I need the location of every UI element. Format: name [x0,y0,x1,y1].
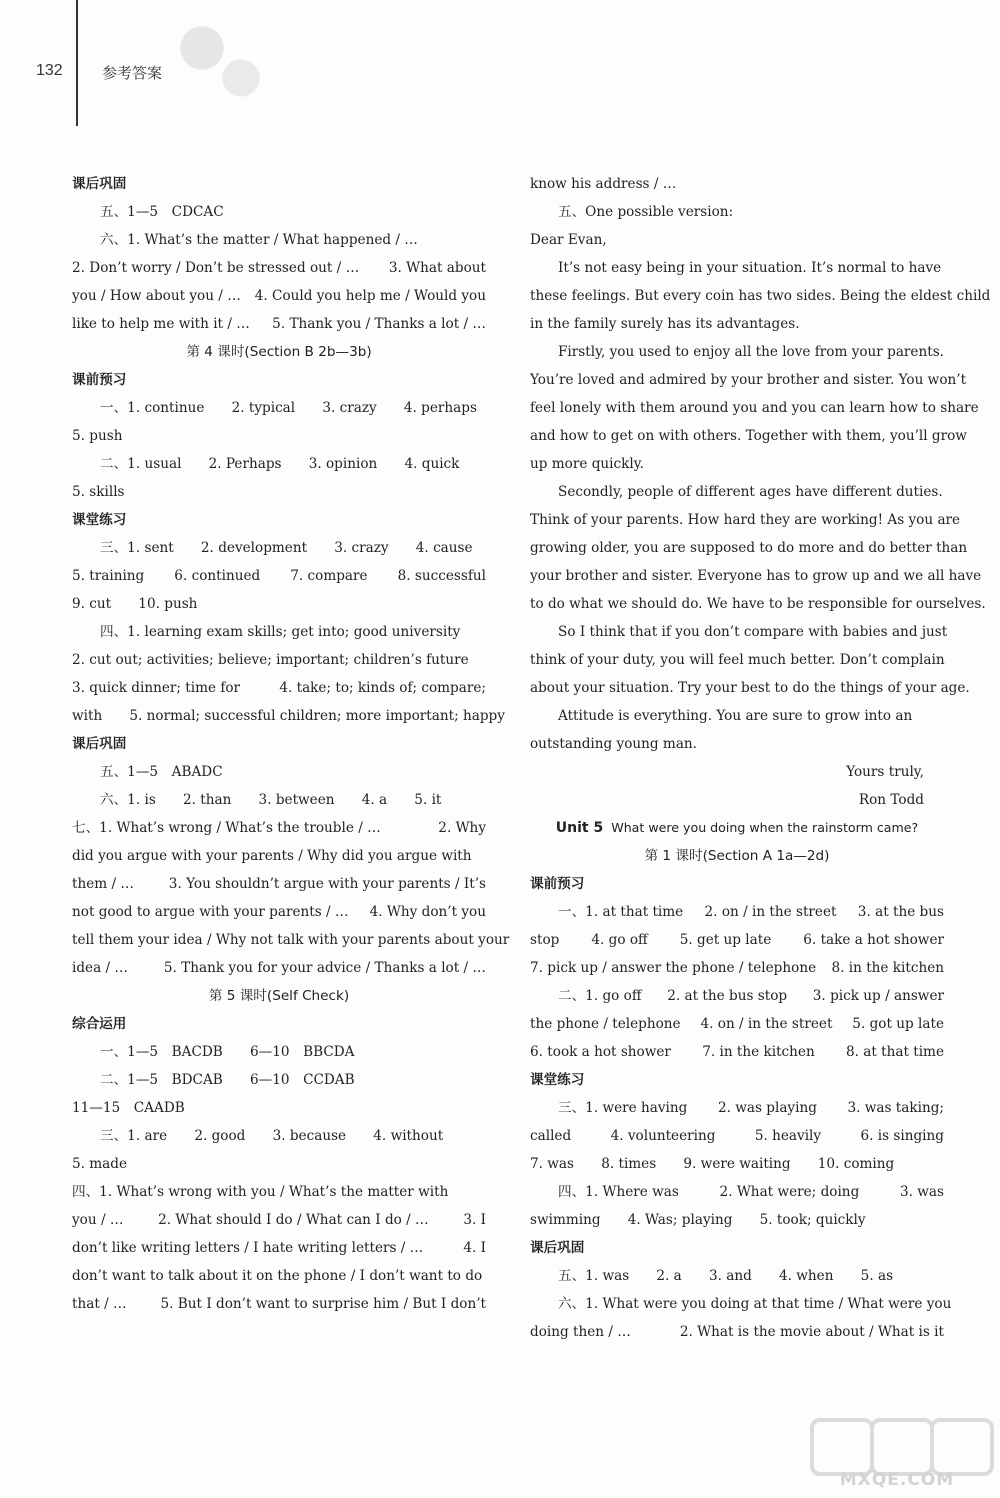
answer-segment: 4. on / in the street [700,1016,833,1032]
answer-segment: 3. I [463,1212,486,1228]
answer-segment: 2. at the bus stop [667,988,788,1004]
answer-line: with 5. normal; successful children; more important; happy [72,708,505,724]
answer-segment: 3. was [899,1184,944,1200]
answer-segment: 四、1. Where was [558,1184,679,1200]
section-heading: 综合运用 [72,1016,127,1032]
answer-segment: think of your duty, you will feel much better. Don’t complain [530,652,945,668]
answer-line [530,590,986,618]
answer-line: 2. cut out; activities; believe; important; children’s future [72,652,469,668]
section-heading: 课前预习 [72,372,127,388]
answer-line [72,1262,486,1290]
answer-line: swimming 4. Was; playing 5. took; quickly [530,1212,866,1228]
answer-segment: 8. in the kitchen [831,960,944,976]
answer-segment: 7. pick up / answer the phone / telephone [530,960,817,976]
answer-segment: 6. took a hot shower [530,1044,671,1060]
answer-segment: you / How about you / … [72,288,241,304]
answer-segment: 5. training [72,568,145,584]
answer-segment: 4. I [463,1240,486,1256]
answer-line: 一、1—5 BACDB 6—10 BBCDA [100,1044,355,1060]
answer-segment: and how to get on with others. Together with them, you’ll grow [530,428,967,444]
unit-title: What were you doing when the rainstorm came? [611,820,919,835]
answer-segment: 7. in the kitchen [702,1044,815,1060]
signature-line: Yours truly, [846,764,924,780]
answer-segment: about your situation. Try your best to do the things of your age. [530,680,970,696]
answer-segment: 3. at the bus [857,904,944,920]
answer-line: 5. skills [72,484,125,500]
answer-segment: the phone / telephone [530,1016,681,1032]
answer-line [530,254,944,282]
unit-heading [530,814,944,842]
answer-line: 三、1. sent 2. development 3. crazy 4. cause [100,540,473,556]
answer-line: Dear Evan, [530,232,607,248]
answer-line: 二、1. usual 2. Perhaps 3. opinion 4. quick [100,456,460,472]
answer-line [530,282,991,310]
lesson-heading: 第 1 课时(Section A 1a—2d) [644,848,830,864]
answer-line [530,1038,944,1066]
signature-line: Ron Todd [858,792,924,808]
answer-segment: don’t want to talk about it on the phone / I don’t want to do [72,1268,483,1284]
answer-line [72,310,486,338]
answer-line: in the family surely has its advantages. [530,316,800,332]
answer-line: 五、One possible version: [558,204,734,220]
answer-line [530,562,982,590]
unit-label: Unit 5 [555,820,604,836]
answer-line: 一、1. continue 2. typical 3. crazy 4. perhaps [100,400,477,416]
answer-segment: your brother and sister. Everyone has to grow up and we all have [530,568,982,584]
answer-segment: don’t like writing letters / I hate writing letters / … [72,1240,424,1256]
answer-segment: 5. get up late [679,932,772,948]
answer-segment: 6. is singing [860,1128,944,1144]
answer-line [530,534,968,562]
answer-segment: 6. take a hot shower [803,932,944,948]
answer-segment: Attitude is everything. You are sure to grow into an [558,708,913,724]
answer-line [72,842,486,870]
answer-line: 三、1. are 2. good 3. because 4. without [100,1128,444,1144]
answer-line [72,1206,486,1234]
section-heading: 课后巩固 [72,736,127,752]
answer-segment: 4. volunteering [610,1128,716,1144]
answer-line [530,1318,944,1346]
right-column [530,170,991,1346]
answer-segment: 5. got up late [852,1016,944,1032]
answer-segment: to do what we should do. We have to be responsible for ourselves. [530,596,986,612]
answer-line [530,506,961,534]
answer-segment: 8. at that time [845,1044,944,1060]
answer-line: 5. push [72,428,123,444]
answer-line [72,814,486,842]
answer-line [72,1234,486,1262]
answer-segment: 3. was taking; [847,1100,944,1116]
answer-segment: 六、1. What were you doing at that time / What were you [558,1296,952,1312]
header-decoration [150,0,280,120]
answer-line [530,478,944,506]
answer-line [530,338,944,366]
answer-segment: doing then / … [530,1324,631,1340]
section-heading: 课前预习 [530,876,585,892]
answer-segment: 3. quick dinner; time for [72,680,241,696]
answer-line [72,926,510,954]
answer-line [530,646,944,674]
answer-segment: growing older, you are supposed to do more and do better than [530,540,968,556]
section-heading: 课后巩固 [530,1240,585,1256]
answer-segment: It’s not easy being in your situation. It’s normal to have [558,260,942,276]
answer-line [72,870,486,898]
answer-segment: called [530,1128,572,1144]
answer-line: 五、1. was 2. a 3. and 4. when 5. as [558,1268,894,1284]
answer-line [530,1290,952,1318]
answer-segment: You’re loved and admired by your brother and sister. You won’t [530,372,967,388]
answer-segment: 2. Don’t worry / Don’t be stressed out / … [72,260,360,276]
answer-segment: idea / … [72,960,129,976]
lesson-heading: 第 5 课时(Self Check) [208,988,350,1004]
answer-line: know his address / … [530,176,677,192]
section-heading: 课后巩固 [72,176,127,192]
section-heading: 课堂练习 [72,512,127,528]
answer-segment: 4. go off [591,932,648,948]
answer-line: up more quickly. [530,456,644,472]
answer-segment: them / … [72,876,134,892]
left-column [72,170,510,1318]
answer-segment: did you argue with your parents / Why did you argue with [72,848,472,864]
section-heading: 课堂练习 [530,1072,585,1088]
lesson-heading: 第 4 课时(Section B 2b—3b) [186,344,372,360]
answer-line [72,674,486,702]
answer-line [530,1178,944,1206]
answer-segment: you / … [72,1212,124,1228]
answer-segment: Secondly, people of different ages have different duties. [558,484,943,500]
answer-segment: 四、1. What’s wrong with you / What’s the matter with [72,1184,449,1200]
answer-line [530,422,967,450]
answer-segment: So I think that if you don’t compare with babies and just [558,624,948,640]
answer-line [72,282,486,310]
answer-line: 五、1—5 CDCAC [100,204,224,220]
answer-segment: 3. You shouldn’t argue with your parents / It’s [168,876,486,892]
answer-line: 六、1. is 2. than 3. between 4. a 5. it [100,792,442,808]
page-number: 132 [36,62,63,79]
answer-line [530,394,979,422]
answer-segment: Think of your parents. How hard they are working! As you are [530,512,961,528]
answer-segment: 3. pick up / answer [812,988,944,1004]
answer-segment: 5. Thank you for your advice / Thanks a lot / … [163,960,486,976]
answer-segment: 5. But I don’t want to surprise him / But I don’t [160,1296,486,1312]
answer-segment: 2. on / in the street [704,904,837,920]
answer-segment: 2. was playing [717,1100,817,1116]
answer-line [72,954,486,982]
answer-segment: 3. What about [388,260,486,276]
answer-line [530,702,944,730]
answer-line [72,1178,486,1206]
answer-segment: Firstly, you used to enjoy all the love from your parents. [558,344,944,360]
answer-segment: stop [530,932,560,948]
answer-line: 9. cut 10. push [72,596,198,612]
answer-line: 7. was 8. times 9. were waiting 10. coming [530,1156,895,1172]
answer-segment: these feelings. But every coin has two sides. Being the eldest child [530,288,991,304]
answer-line: 五、1—5 ABADC [100,764,223,780]
answer-line [72,562,486,590]
answer-segment: 6. continued [174,568,261,584]
answer-segment: feel lonely with them around you and you can learn how to share [530,400,979,416]
answer-line [72,254,486,282]
answer-segment: 4. take; to; kinds of; compare; [279,680,486,696]
answer-line [530,1122,944,1150]
header-divider [76,0,78,126]
answer-segment: 一、1. at that time [558,904,684,920]
answer-line [72,898,486,926]
answer-line [530,674,970,702]
answer-line [530,954,944,982]
answer-line [72,1290,486,1318]
watermark-url: MXQE.COM [839,1470,955,1490]
answer-segment: 2. What is the movie about / What is it [679,1324,944,1340]
answer-line: 5. made [72,1156,128,1172]
answer-segment: 二、1. go off [558,988,642,1004]
answer-line [530,898,944,926]
answer-segment: 2. What should I do / What can I do / … [158,1212,429,1228]
watermark-logo [802,1418,992,1490]
answer-segment: 2. What were; doing [719,1184,860,1200]
answer-line: outstanding young man. [530,736,697,752]
answer-line: 11—15 CAADB [72,1100,185,1116]
answer-line [530,618,948,646]
answer-line [530,1094,944,1122]
answer-segment: 5. Thank you / Thanks a lot / … [272,316,486,332]
answer-segment: that / … [72,1296,127,1312]
answer-segment: tell them your idea / Why not talk with your parents about your [72,932,510,948]
answer-line [530,982,944,1010]
answer-line: 二、1—5 BDCAB 6—10 CCDAB [100,1072,355,1088]
answer-segment: 2. Why [438,820,486,836]
answer-segment: 4. Could you help me / Would you [254,288,486,304]
answer-segment: 三、1. were having [558,1100,688,1116]
answer-segment: 4. Why don’t you [369,904,486,920]
answer-segment: not good to argue with your parents / … [72,904,349,920]
answer-line [530,366,967,394]
answer-segment: 8. successful [397,568,486,584]
answer-segment: like to help me with it / … [72,316,250,332]
answer-line: 六、1. What’s the matter / What happened / … [100,232,418,248]
answer-line [530,1010,944,1038]
answer-line: 四、1. learning exam skills; get into; good university [100,624,461,640]
answer-line [530,926,944,954]
header-title: 参考答案 [102,64,163,82]
answer-segment: 7. compare [290,568,368,584]
answer-segment: 七、1. What’s wrong / What’s the trouble / … [72,820,381,836]
answer-segment: 5. heavily [754,1128,822,1144]
